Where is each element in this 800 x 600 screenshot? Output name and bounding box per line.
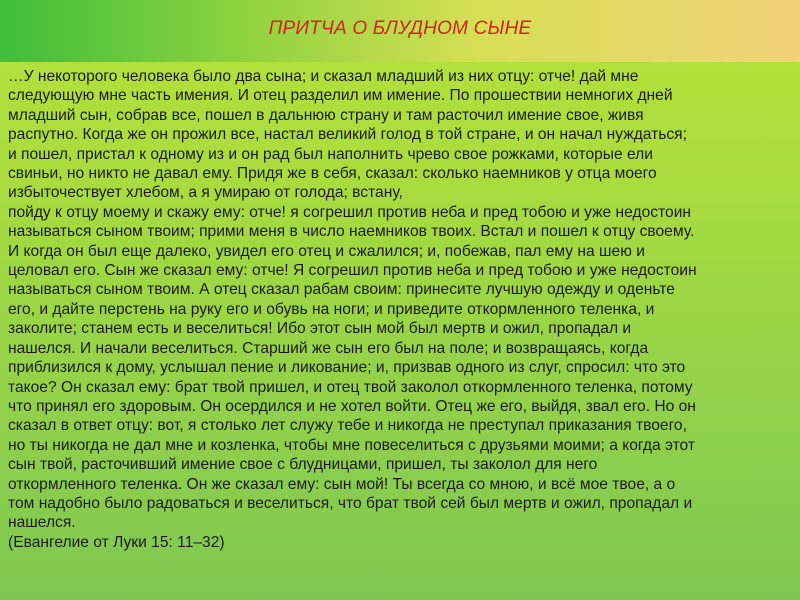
text-line: нашелся. И начали веселиться. Старший же сын его был на поле; и возвращаясь, когда <box>8 339 649 357</box>
text-line: откормленного теленка. Он же сказал ему: сын мой! Ты всегда со мною, и всё мое твое, а о <box>8 475 676 493</box>
text-line: том надобно было радоваться и веселиться, что брат твой сей был мертв и ожил, пропадал и <box>8 494 693 512</box>
text-line: его, и дайте перстень на руку его и обувь на ноги; и приведите откормленного теленка, и <box>8 300 655 318</box>
text-line: называться сыном твоим. А отец сказал рабам своим: принесите лучшую одежду и оденьте <box>8 281 675 299</box>
text-line: избыточествует хлебом, а я умираю от голода; встану, <box>8 184 403 202</box>
text-line: называться сыном твоим; прими меня в число наемников твоих. Встал и пошел к отцу своему. <box>8 223 695 241</box>
text-line: сказал в ответ отцу: вот, я столько лет служу тебе и никогда не преступал приказания твоего, <box>8 417 687 435</box>
text-line: И когда он был еще далеко, увидел его отец и сжалился; и, побежав, пал ему на шею и <box>8 242 645 260</box>
text-line: сын твой, расточивший имение свое с блудницами, пришел, ты заколол для него <box>8 456 598 474</box>
text-line: …У некоторого человека было два сына; и сказал младший из них отцу: отче! дай мне <box>8 68 639 85</box>
text-line: свиньи, но никто не давал ему. Придя же в себя, сказал: сколько наемников у отца моего <box>8 165 657 183</box>
text-line: младший сын, собрав все, пошел в дальнюю страну и там расточил имение свое, живя <box>8 106 644 124</box>
text-line: и пошел, пристал к одному из и он рад был наполнить чрево свое рожками, которые ели <box>8 145 653 163</box>
text-line: заколите; станем есть и веселиться! Ибо этот сын мой был мертв и ожил, пропадал и <box>8 320 632 338</box>
text-line: такое? Он сказал ему: брат твой пришел, и отец твой заколол откормленного теленка, потому <box>8 378 693 396</box>
text-line: приблизился к дому, услышал пение и ликование; и, призвав одного из слуг, спросил: что это <box>8 359 686 377</box>
text-line: следующую мне часть имения. И отец разделил им имение. По прошествии немногих дней <box>8 87 673 105</box>
parable-text <box>8 67 794 552</box>
text-line: пойду к отцу моему и скажу ему: отче! я согрешил против неба и пред тобою и уже недостоин <box>8 203 692 221</box>
text-line: но ты никогда не дал мне и козленка, чтобы мне повеселиться с друзьями моими; а когда этот <box>8 436 696 454</box>
scripture-reference: (Евангелие от Луки 15: 11–32) <box>8 533 225 551</box>
slide-title: ПРИТЧА О БЛУДНОМ СЫНЕ <box>268 18 532 39</box>
text-line: что принял его здоровым. Он осердился и не хотел войти. Отец же его, выйдя, звал его. Но он <box>8 397 696 415</box>
text-line: целовал его. Сын же сказал ему: отче! Я согрешил против неба и пред тобою и уже недостоин <box>8 262 697 280</box>
text-line: распутно. Когда же он прожил все, настал великий голод в той стране, и он начал нуждаться; <box>8 126 687 144</box>
text-line: нашелся. <box>8 514 76 532</box>
